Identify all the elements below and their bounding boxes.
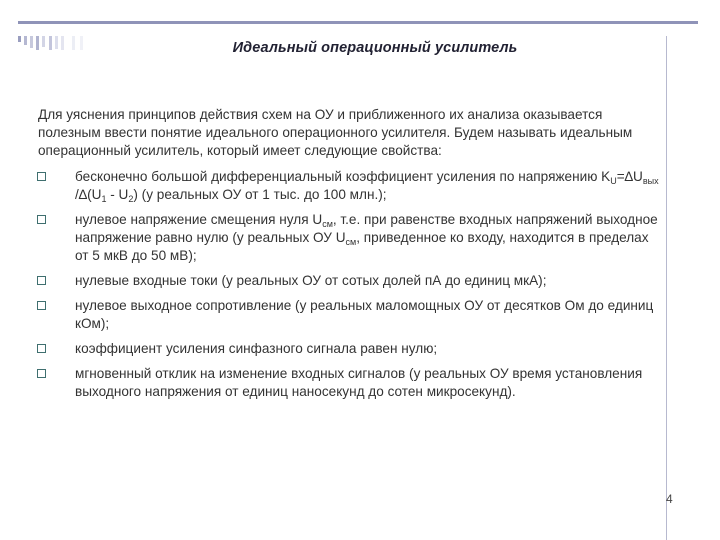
bullet-text: =∆U bbox=[616, 169, 643, 184]
bullet-text: - U bbox=[106, 187, 129, 202]
list-item bbox=[38, 340, 663, 358]
bullet-text: , т.е. при равенстве входных напряжений выходное напряжение равно нулю (у реальных ОУ U bbox=[75, 212, 658, 245]
subscript: 1 bbox=[101, 194, 107, 204]
deco-bar bbox=[24, 36, 27, 45]
square-bullet-icon bbox=[37, 215, 46, 224]
bullet-text: нулевые входные токи (у реальных ОУ от сотых долей пА до единиц мкА); bbox=[75, 273, 547, 288]
list-item bbox=[38, 365, 663, 401]
bullet-text: нулевое напряжение смещения нуля U bbox=[75, 212, 323, 227]
deco-bar bbox=[55, 36, 58, 49]
subscript: см bbox=[322, 219, 333, 229]
square-bullet-icon bbox=[37, 369, 46, 378]
bullet-marker bbox=[37, 211, 51, 229]
page-number: 4 bbox=[666, 492, 673, 506]
bullet-marker bbox=[37, 168, 51, 186]
right-divider bbox=[666, 36, 667, 540]
list-item bbox=[38, 211, 663, 265]
properties-list bbox=[38, 168, 663, 401]
list-item bbox=[38, 168, 663, 204]
subscript: U bbox=[610, 176, 617, 186]
square-bullet-icon bbox=[37, 276, 46, 285]
bullet-marker bbox=[37, 272, 51, 290]
deco-bar bbox=[72, 36, 75, 50]
bullet-text: коэффициент усиления синфазного сигнала равен нулю; bbox=[75, 341, 438, 356]
bullet-text: , приведенное ко входу, находится в пределах от 5 мкВ до 50 мВ); bbox=[75, 230, 649, 263]
deco-bar bbox=[49, 36, 52, 50]
bullet-text: бесконечно большой дифференциальный коэффициент усиления по напряжению K bbox=[75, 169, 611, 184]
subscript: 2 bbox=[128, 194, 134, 204]
slide-content bbox=[38, 106, 663, 408]
list-item bbox=[38, 297, 663, 333]
bullet-text: ) (у реальных ОУ от 1 тыс. до 100 млн.); bbox=[133, 187, 387, 202]
bullet-marker bbox=[37, 365, 51, 383]
list-item bbox=[38, 272, 663, 290]
deco-bar bbox=[36, 36, 39, 50]
bullet-marker bbox=[37, 297, 51, 315]
bullet-text: мгновенный отклик на изменение входных сигналов (у реальных ОУ время установления выходного напряжения от единиц наносекунд до сотен микросекунд). bbox=[75, 366, 643, 399]
subscript: см bbox=[345, 237, 357, 247]
square-bullet-icon bbox=[37, 172, 46, 181]
intro-paragraph: Для уяснения принципов действия схем на ОУ и приближенного их анализа оказывается полезным ввести понятие идеального операционного усилителя. Будем называть идеальным операционный усилитель, который имеет следующие свойства: bbox=[38, 107, 633, 158]
deco-bar bbox=[18, 36, 21, 42]
bullet-text: нулевое выходное сопротивление (у реальных маломощных ОУ от десятков Ом до единиц кОм); bbox=[75, 298, 654, 331]
square-bullet-icon bbox=[37, 301, 46, 310]
subscript: вых bbox=[642, 176, 659, 186]
deco-bar bbox=[61, 36, 64, 50]
bullet-text: /∆(U bbox=[75, 187, 102, 202]
slide-title: Идеальный операционный усилитель bbox=[232, 40, 518, 56]
deco-bar bbox=[80, 36, 83, 50]
bullet-marker bbox=[37, 340, 51, 358]
deco-bar bbox=[30, 36, 33, 48]
deco-bar bbox=[42, 36, 45, 47]
square-bullet-icon bbox=[37, 344, 46, 353]
